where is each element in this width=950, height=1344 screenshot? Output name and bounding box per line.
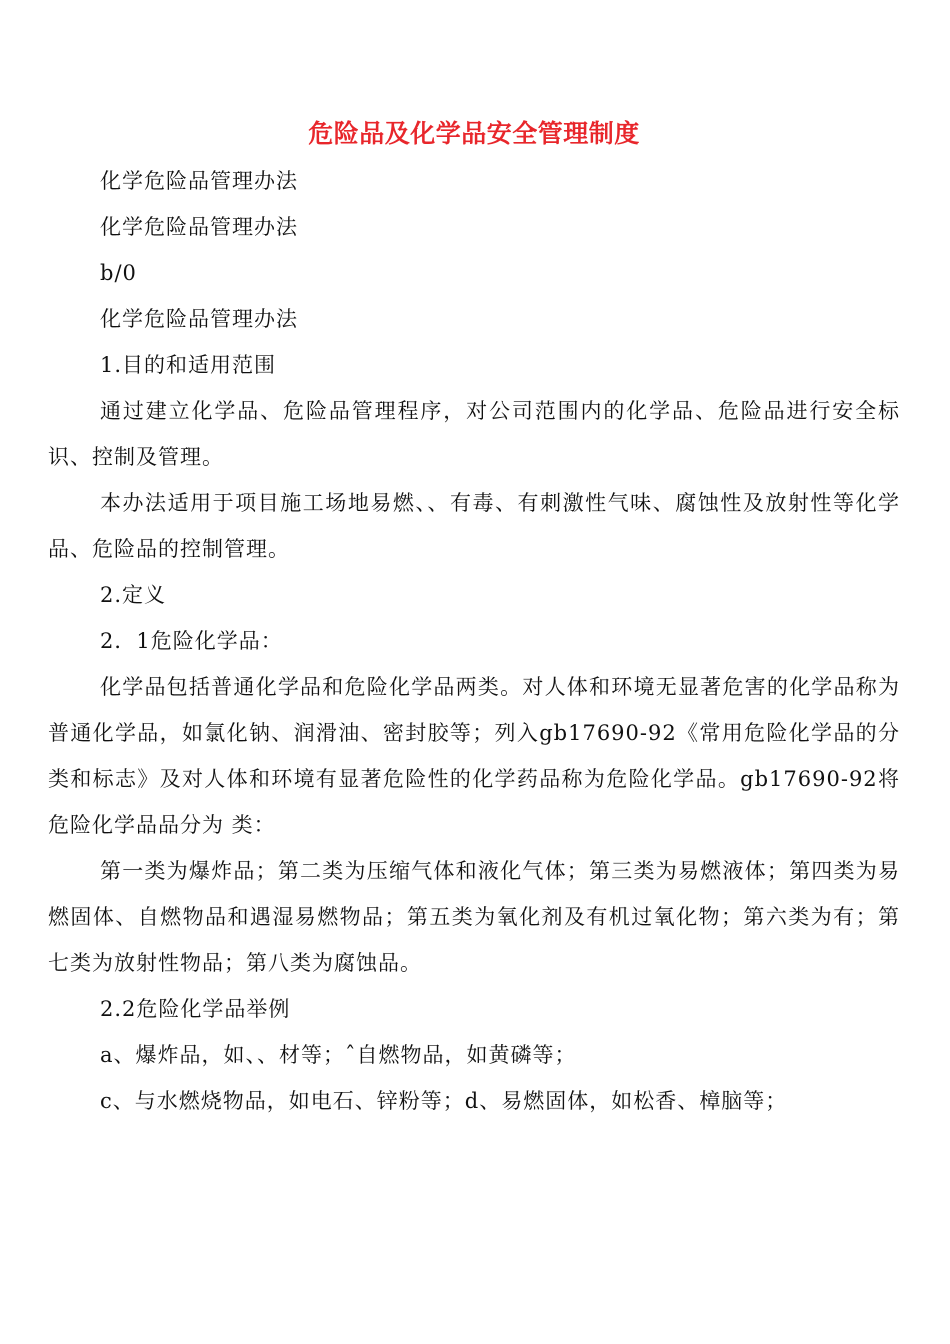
section-heading-purpose: 1.目的和适用范围 [100, 353, 277, 377]
subsection-heading-2-1: 2．1危险化学品： [100, 629, 283, 653]
paragraph-examples-2: c、与水燃烧物品，如电石、锌粉等；d、易燃固体，如松香、樟脑等； [100, 1089, 788, 1113]
paragraph-subtitle-2: 化学危险品管理办法 [100, 215, 298, 239]
section-heading-definition: 2.定义 [100, 583, 167, 607]
paragraph-classes: 第一类为爆炸品；第二类为压缩气体和液化气体；第三类为易燃液体；第四类为易燃固体、自燃物品和遇湿易燃物品；第五类为氧化剂及有机过氧化物；第六类为有；第七类为放射性物品；第八类为腐蚀品。 [48, 859, 900, 975]
paragraph-code: b/0 [100, 261, 137, 285]
subsection-heading-2-2: 2.2危险化学品举例 [100, 997, 291, 1021]
paragraph-purpose: 通过建立化学品、危险品管理程序，对公司范围内的化学品、危险品进行安全标识、控制及管理。 [48, 399, 900, 469]
paragraph-definition: 化学品包括普通化学品和危险化学品两类。对人体和环境无显著危害的化学品称为普通化学品，如氯化钠、润滑油、密封胶等；列入gb17690-92《常用危险化学品的分类和标志》及对人体和环境有显著危险性的化学药品称为危险化学品。gb17690-92将危险化学品品分为 类： [48, 675, 900, 837]
document-page [48, 112, 900, 1124]
paragraph-scope: 本办法适用于项目施工场地易燃、、有毒、有刺激性气味、腐蚀性及放射性等化学品、危险品的控制管理。 [48, 491, 900, 561]
document-title: 危险品及化学品安全管理制度 [308, 119, 640, 148]
paragraph-subtitle-1: 化学危险品管理办法 [100, 169, 298, 193]
paragraph-examples-1: a、爆炸品，如、、材等；ˆ自燃物品，如黄磷等； [100, 1043, 577, 1067]
paragraph-subtitle-3: 化学危险品管理办法 [100, 307, 298, 331]
